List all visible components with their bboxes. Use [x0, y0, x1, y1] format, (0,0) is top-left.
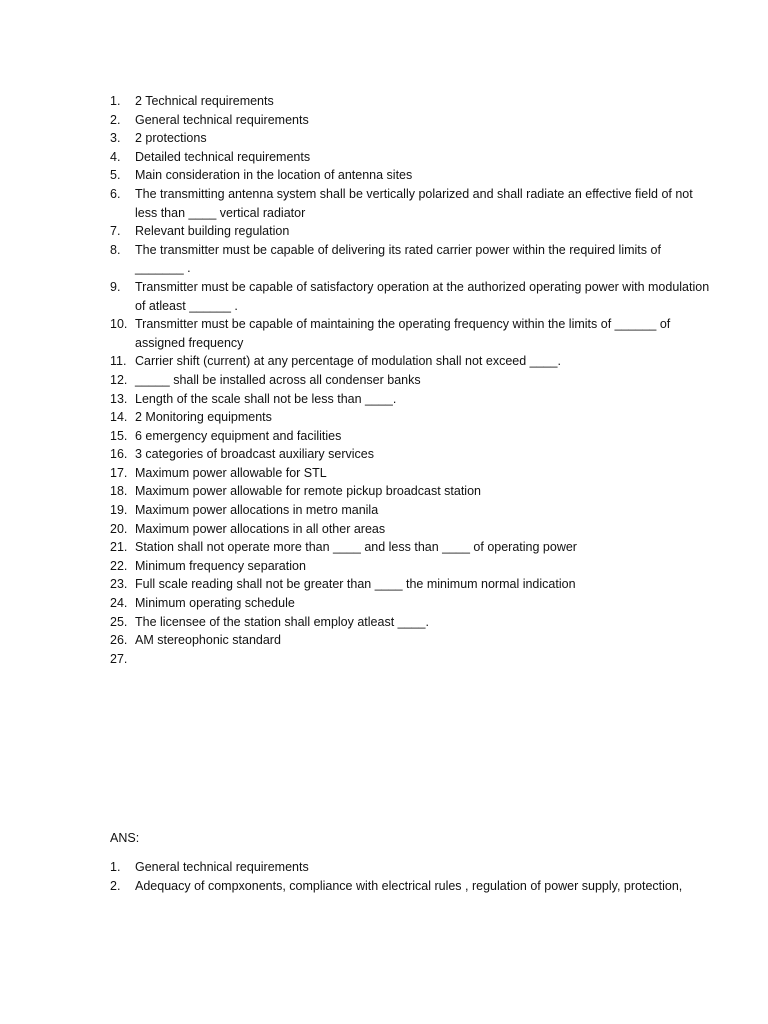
- answer-item: [110, 858, 710, 877]
- question-item-text: 3 categories of broadcast auxiliary services: [135, 447, 375, 462]
- question-item-number: 24.: [110, 596, 128, 611]
- question-item-text: Main consideration in the location of antenna sites: [135, 168, 413, 183]
- question-item: [110, 166, 710, 185]
- answer-item-number: 2.: [110, 878, 121, 893]
- answers-list: [110, 858, 710, 895]
- question-item: [110, 520, 710, 539]
- question-item: [110, 538, 710, 557]
- question-item: [110, 557, 710, 576]
- answer-item-text: General technical requirements: [135, 860, 309, 874]
- question-item-number: 13.: [110, 391, 128, 406]
- question-item-text: Carrier shift (current) at any percentage of modulation shall not exceed ____.: [135, 354, 561, 369]
- question-item-number: 9.: [110, 279, 121, 294]
- answer-item-text: Adequacy of compxonents, compliance with electrical rules , regulation of power supply, protection,: [135, 878, 683, 893]
- question-item: [110, 427, 710, 446]
- question-item-text: _____ shall be installed across all condenser banks: [135, 372, 421, 387]
- question-item-text: Maximum power allowable for remote pickup broadcast station: [135, 484, 481, 499]
- question-item-text: Relevant building regulation: [135, 224, 290, 239]
- question-item: [110, 241, 710, 278]
- question-item-text: The transmitting antenna system shall be vertically polarized and shall radiate an effective field of not less than ____ vertical radiator: [135, 186, 697, 220]
- question-item-text: The transmitter must be capable of delivering its rated carrier power within the required limits of _______ .: [135, 242, 665, 276]
- question-item-text: 6 emergency equipment and facilities: [135, 428, 342, 443]
- question-item-text: Maximum power allocations in metro manila: [135, 503, 379, 518]
- question-item-number: 11.: [110, 354, 127, 369]
- question-item-number: 16.: [110, 447, 128, 462]
- question-item: [110, 501, 710, 520]
- question-item-number: 21.: [110, 540, 128, 555]
- question-item: [110, 185, 710, 222]
- question-item-number: 7.: [110, 224, 121, 239]
- question-item-number: 23.: [110, 577, 128, 592]
- question-item-text: Station shall not operate more than ____ and less than ____ of operating power: [135, 540, 577, 555]
- question-item-number: 4.: [110, 149, 121, 164]
- question-item: [110, 315, 710, 352]
- question-item-number: 18.: [110, 484, 128, 499]
- question-item-text: Detailed technical requirements: [135, 149, 311, 164]
- question-item-number: 3.: [110, 131, 121, 146]
- question-item: [110, 631, 710, 650]
- question-item: [110, 278, 713, 315]
- question-item: [110, 482, 710, 501]
- question-item-text: 2 Technical requirements: [135, 94, 274, 108]
- questions-list: [110, 92, 713, 668]
- question-item-number: 26.: [110, 633, 128, 648]
- question-item-number: 1.: [110, 94, 121, 108]
- question-item-number: 19.: [110, 503, 128, 518]
- question-item-number: 25.: [110, 614, 128, 629]
- question-item-number: 10.: [110, 317, 128, 332]
- question-item-text: Minimum operating schedule: [135, 596, 295, 611]
- question-item-number: 2.: [110, 112, 121, 127]
- question-item-text: 2 protections: [135, 131, 207, 146]
- question-item-text: Transmitter must be capable of satisfactory operation at the authorized operating power with modulation of atleast ______ .: [135, 279, 713, 313]
- question-item: [110, 575, 710, 594]
- question-item: [110, 613, 710, 632]
- question-item-text: Full scale reading shall not be greater than ____ the minimum normal indication: [135, 577, 576, 592]
- question-item-number: 5.: [110, 168, 121, 183]
- question-item-text: Maximum power allowable for STL: [135, 465, 327, 480]
- question-item-number: 12.: [110, 372, 128, 387]
- question-item: [110, 92, 710, 111]
- question-item: [110, 650, 710, 669]
- question-item-number: 27.: [110, 651, 128, 666]
- question-item: [110, 111, 710, 130]
- question-item: [110, 352, 710, 371]
- question-item-text: [135, 650, 710, 669]
- question-item-number: 15.: [110, 428, 128, 443]
- question-item: [110, 464, 710, 483]
- answer-item-number: 1.: [110, 860, 121, 874]
- question-item-number: 8.: [110, 242, 121, 257]
- question-item-number: 20.: [110, 521, 128, 536]
- question-item-text: Length of the scale shall not be less than ____.: [135, 391, 397, 406]
- question-item-text: Maximum power allocations in all other areas: [135, 521, 386, 536]
- question-item-text: Transmitter must be capable of maintaining the operating frequency within the limits of ______ of assigned frequency: [135, 317, 674, 350]
- answers-heading: ANS:: [110, 831, 140, 845]
- question-item: [110, 129, 710, 148]
- question-item: [110, 371, 710, 390]
- question-item: [110, 445, 710, 464]
- question-item-text: AM stereophonic standard: [135, 633, 281, 648]
- question-item-text: Minimum frequency separation: [135, 558, 306, 573]
- question-item: [110, 408, 710, 427]
- question-item-text: General technical requirements: [135, 112, 309, 127]
- question-item: [110, 148, 710, 167]
- question-item: [110, 594, 710, 613]
- question-item-number: 22.: [110, 558, 128, 573]
- question-item-text: 2 Monitoring equipments: [135, 410, 272, 425]
- question-item-number: 17.: [110, 465, 128, 480]
- question-item-number: 14.: [110, 410, 128, 425]
- question-item-number: 6.: [110, 186, 121, 201]
- question-item: [110, 390, 710, 409]
- question-item: [110, 222, 710, 241]
- answer-item: [110, 877, 710, 896]
- question-item-text: The licensee of the station shall employ atleast ____.: [135, 614, 429, 629]
